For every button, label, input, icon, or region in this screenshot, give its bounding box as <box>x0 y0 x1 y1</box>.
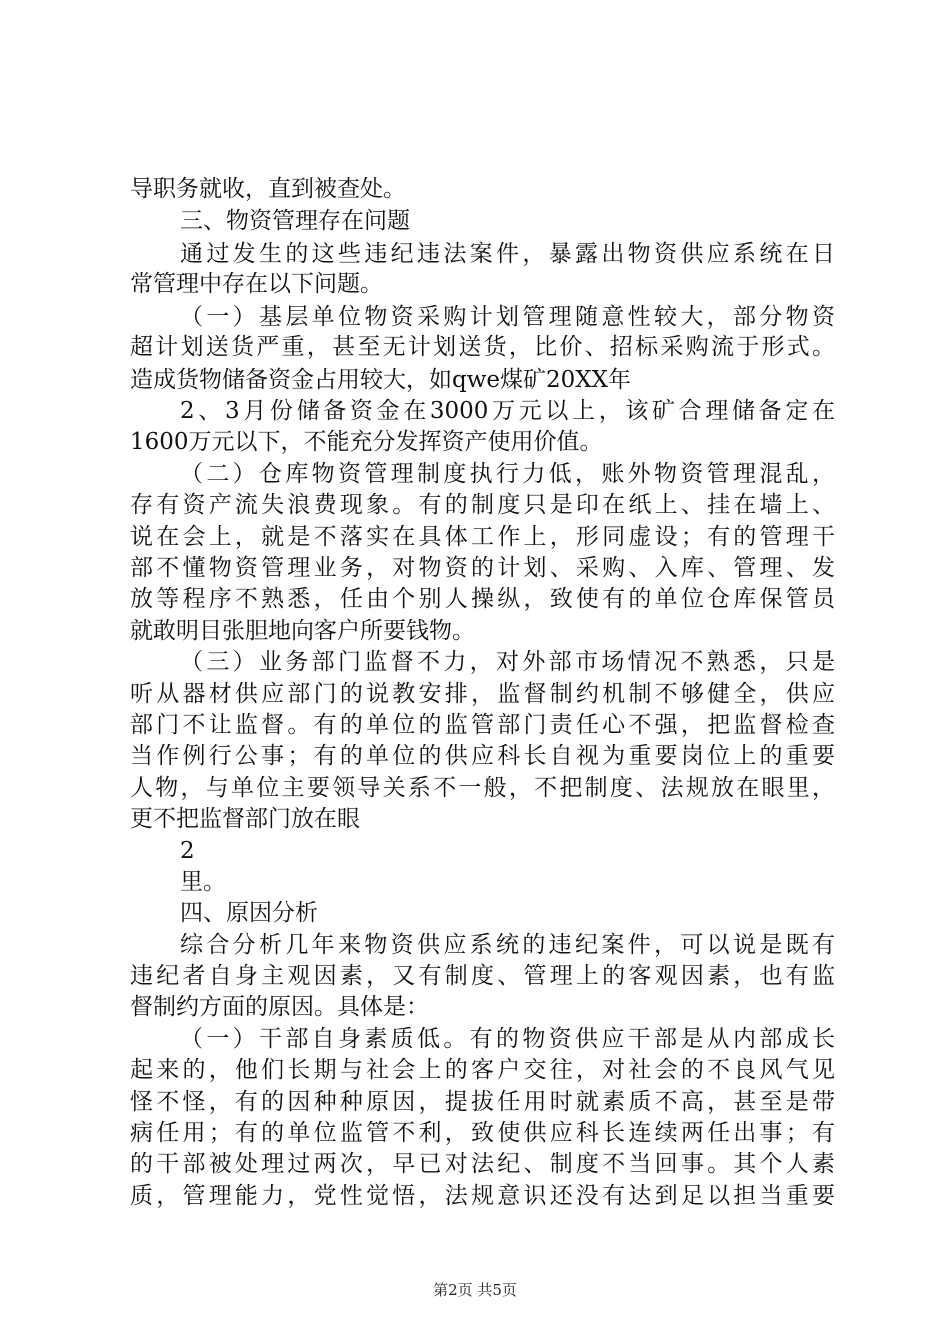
text-line: 常管理中存在以下问题。 <box>130 271 383 297</box>
text-line: 部门不让监督。有的单位的监管部门责任心不强，把监督检查 <box>130 712 835 738</box>
text-line: （一）基层单位物资采购计划管理随意性较大，部分物资 <box>180 304 835 330</box>
text-line: 怪不怪，有的因种种原因，提拔任用时就素质不高，甚至是带 <box>130 1089 835 1115</box>
text-line: 更不把监督部门放在眼 <box>130 806 360 832</box>
text-line: 造成货物储备资金占用较大，如qwe煤矿20XX年 <box>130 367 632 393</box>
text-line: 质，管理能力，党性觉悟，法规意识还没有达到足以担当重要 <box>130 1183 835 1209</box>
text-line: 通过发生的这些违纪违法案件，暴露出物资供应系统在日 <box>180 241 835 267</box>
text-line: 违纪者自身主观因素，又有制度、管理上的客观因素，也有监 <box>130 963 835 989</box>
text-line: 1600万元以下，不能充分发挥资产使用价值。 <box>130 429 603 455</box>
text-line: 病任用；有的单位监管不利，致使供应科长连续两任出事；有 <box>130 1120 835 1146</box>
text-line: 当作例行公事；有的单位的供应科长自视为重要岗位上的重要 <box>130 743 835 769</box>
text-line: 听从器材供应部门的说教安排，监督制约机制不够健全，供应 <box>130 681 835 707</box>
section-heading: 三、物资管理存在问题 <box>180 208 410 234</box>
section-heading: 四、原因分析 <box>180 900 318 926</box>
text-line: 说在会上，就是不落实在具体工作上，形同虚设；有的管理干 <box>130 524 835 550</box>
page-footer: 第2页 共5页 <box>433 1281 517 1299</box>
text-line: （二）仓库物资管理制度执行力低，账外物资管理混乱， <box>180 461 835 487</box>
text-line: 2、3月份储备资金在3000万元以上，该矿合理储备定在 <box>180 398 835 424</box>
text-line: 督制约方面的原因。具体是： <box>130 994 429 1020</box>
text-line: 放等程序不熟悉，任由个别人操纵，致使有的单位仓库保管员 <box>130 586 835 612</box>
text-line: 人物，与单位主要领导关系不一般，不把制度、法规放在眼里， <box>130 775 835 801</box>
text-line: 就敢明目张胆地向客户所要钱物。 <box>130 618 475 644</box>
text-line: 部不懂物资管理业务，对物资的计划、采购、入库、管理、发 <box>130 555 835 581</box>
text-line: （三）业务部门监督不力，对外部市场情况不熟悉，只是 <box>180 649 835 675</box>
text-line: 起来的，他们长期与社会上的客户交往，对社会的不良风气见 <box>130 1057 835 1083</box>
text-line: 超计划送货严重，甚至无计划送货，比价、招标采购流于形式。 <box>130 334 835 360</box>
text-line: 里。 <box>180 869 226 895</box>
text-line: （一）干部自身素质低。有的物资供应干部是从内部成长 <box>180 1026 835 1052</box>
text-line: 导职务就收，直到被查处。 <box>130 176 406 202</box>
inline-page-number: 2 <box>180 838 195 864</box>
text-line: 的干部被处理过两次，早已对法纪、制度不当回事。其个人素 <box>130 1151 835 1177</box>
text-line: 综合分析几年来物资供应系统的违纪案件，可以说是既有 <box>180 932 835 958</box>
text-line: 存有资产流失浪费现象。有的制度只是印在纸上、挂在墙上、 <box>130 492 835 518</box>
